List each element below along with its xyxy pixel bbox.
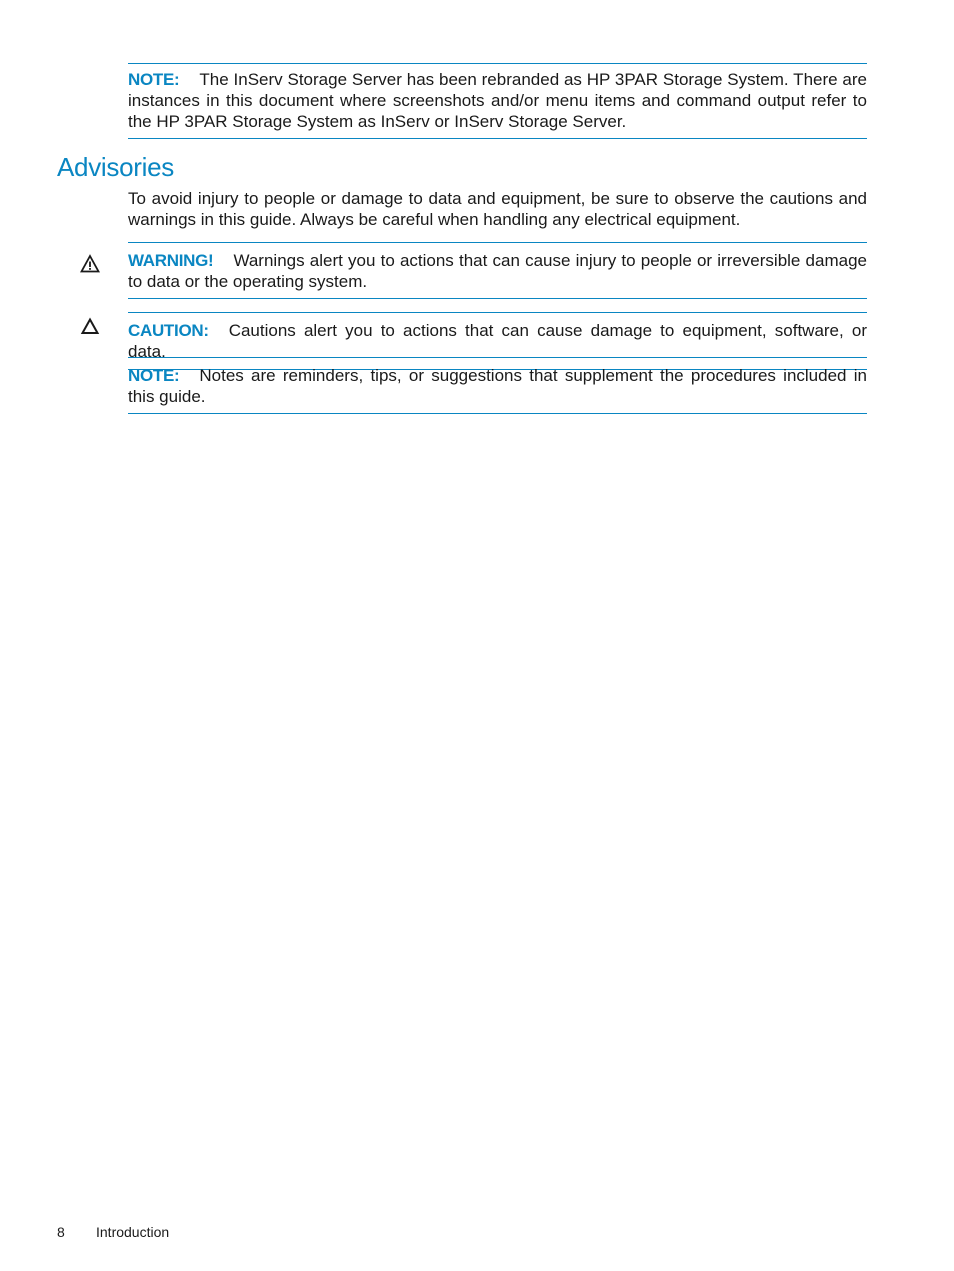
section-heading-advisories: Advisories — [57, 152, 174, 182]
warning-paragraph — [128, 250, 867, 292]
caution-paragraph — [128, 320, 867, 362]
advisories-intro-text: To avoid injury to people or damage to data and equipment, be sure to observe the cautions and warnings in this guide. Always be careful when handling any electrical equipment. — [128, 189, 867, 229]
note-definition-box — [128, 357, 867, 414]
note-label: NOTE: — [128, 70, 180, 89]
warning-triangle-icon — [80, 254, 100, 274]
note-rebrand-box — [128, 63, 867, 139]
caution-text: Cautions alert you to actions that can cause damage to equipment, software, or data. — [128, 321, 867, 361]
note-rebrand-paragraph — [128, 69, 867, 132]
note-rebrand-text: The InServ Storage Server has been rebranded as HP 3PAR Storage System. There are instances in this document where screenshots and/or menu items and command output refer to the HP 3PAR Storage System as InServ or InServ Storage Server. — [128, 70, 867, 131]
warning-box — [128, 242, 867, 299]
warning-text: Warnings alert you to actions that can cause injury to people or irreversible damage to data or the operating system. — [128, 251, 867, 291]
caution-label: CAUTION: — [128, 321, 209, 340]
chapter-title: Introduction — [96, 1224, 170, 1240]
advisories-intro — [128, 188, 867, 230]
note-definition-text: Notes are reminders, tips, or suggestions that supplement the procedures included in this guide. — [128, 366, 867, 406]
caution-triangle-icon — [80, 317, 100, 337]
warning-label: WARNING! — [128, 251, 214, 270]
note-label: NOTE: — [128, 366, 180, 385]
note-definition-paragraph — [128, 365, 867, 407]
page-number: 8 — [57, 1224, 65, 1240]
